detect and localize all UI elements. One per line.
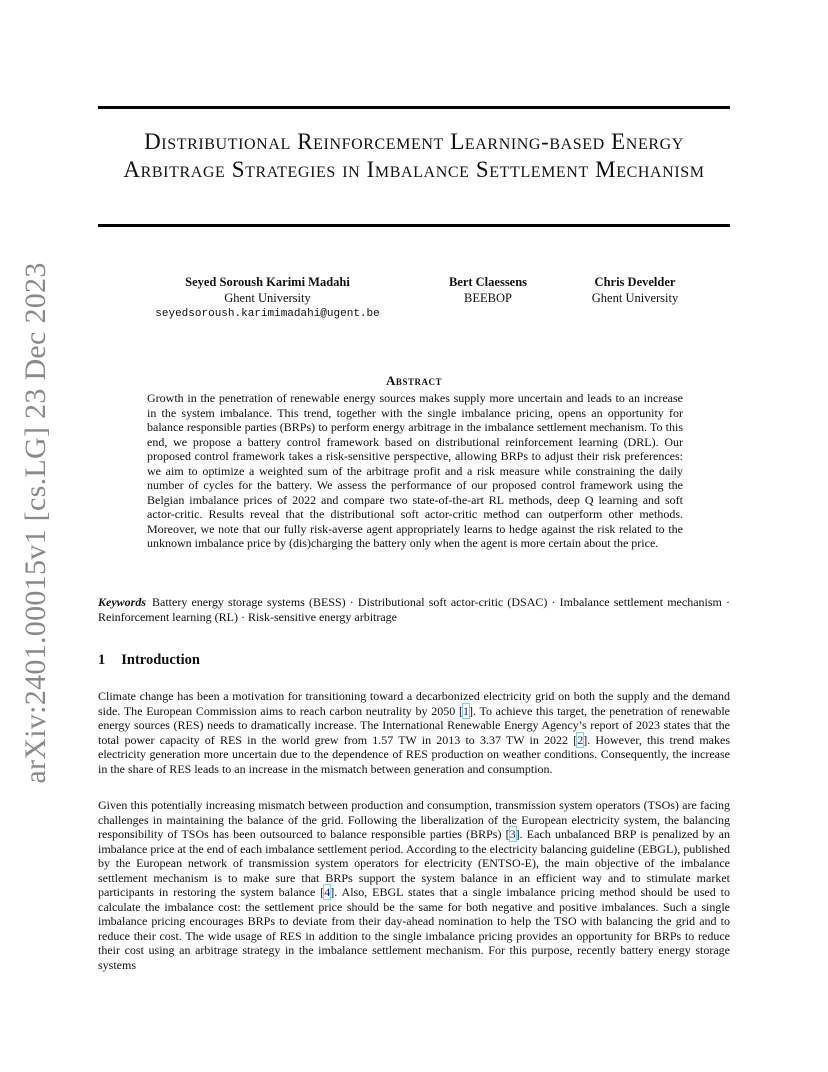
- intro-text: Given this potentially increasing mismatch between production and consumption, transmission system operators (TSOs) are facing challenges in maintaining the balance of the grid. Following the liberalization of the European electricity system, the balancing responsibility of TSOs has been outsourced to balance responsible parties (BRPs): [98, 798, 730, 841]
- citation-link[interactable]: [459, 704, 473, 718]
- citation-link[interactable]: [506, 827, 520, 841]
- author-block: [580, 274, 690, 306]
- intro-text: . Also, EBGL states that a single imbalance pricing method should be used to calculate the imbalance cost: the settlement price should be the same for both negative and positive imbalances. Such a single imbalance pricing encourages BRPs to deviate from their day-ahead nomination to help the TSO with balancing the grid and to reduce their cost. The wide usage of RES in addition to the single imbalance pricing provides an opportunity for BRPs to reduce their cost using an arbitrage strategy in the imbalance settlement mechanism. For this purpose, recently battery energy storage systems: [98, 885, 730, 972]
- author-block: [140, 274, 395, 322]
- author-email[interactable]: seyedsoroush.karimimadahi@ugent.be: [155, 308, 380, 320]
- intro-paragraph-1: [98, 689, 730, 776]
- author-name: Seyed Soroush Karimi Madahi: [185, 275, 350, 289]
- citation-number[interactable]: 1: [462, 703, 469, 718]
- section-number: 1: [98, 652, 106, 668]
- arxiv-identifier: [16, 261, 56, 784]
- author-affiliation: Ghent University: [591, 291, 679, 305]
- citation-link[interactable]: [320, 885, 334, 899]
- intro-text: . Each unbalanced BRP is penalized by an imbalance price at the end of each imbalance settlement period. According to the electricity balancing guideline (EBGL), published by the European network of transmission system operators for electricity (ENTSO-E), the main objective of the imbalance settlement mechanism is to make sure that BRPs support the system balance in an efficient way and to stimulate market participants in restoring the system balance: [98, 827, 730, 899]
- abstract-heading: Abstract: [386, 373, 442, 388]
- section-title: Introduction: [121, 652, 200, 668]
- arxiv-identifier-text: arXiv:2401.00015v1 [cs.LG] 23 Dec 2023: [19, 261, 52, 784]
- author-affiliation: Ghent University: [224, 291, 311, 305]
- title-top-rule: [98, 106, 730, 109]
- intro-paragraph-2: [98, 798, 730, 972]
- citation-number[interactable]: 3: [509, 827, 516, 841]
- paper-title: Distributional Reinforcement Learning-based Energy Arbitrage Strategies in Imbalance Settlement Mechanism: [123, 129, 705, 182]
- intro-text: . To achieve this target, the penetration of renewable energy sources (RES) needs to dramatically increase. The International Renewable Energy Agency’s report of 2023 states that the total power capacity of RES in the world grew from 1.57 TW in 2013 to 3.37 TW in 2022: [98, 703, 730, 747]
- keywords-text: Battery energy storage systems (BESS) · Distributional soft actor-critic (DSAC) · Imbalance settlement mechanism · Reinforcement learning (RL) · Risk-sensitive energy arbitrage: [98, 595, 730, 624]
- title-bottom-rule: [98, 224, 730, 227]
- author-block: [428, 274, 548, 306]
- citation-link[interactable]: [573, 733, 587, 747]
- section-heading: [98, 652, 200, 669]
- keywords: [98, 595, 730, 624]
- citation-number[interactable]: 4: [324, 885, 331, 899]
- intro-text: . However, this trend makes electricity generation more uncertain due to the dependence of RES production on weather conditions. Consequently, the increase in the share of RES leads to an increase in the mismatch between generation and consumption.: [98, 732, 730, 776]
- author-name: Chris Develder: [594, 275, 676, 289]
- abstract-text: Growth in the penetration of renewable energy sources makes supply more uncertain and leads to an increase in the system imbalance. This trend, together with the single imbalance pricing, opens an opportunity for balance responsible parties (BRPs) to perform energy arbitrage in the imbalance settlement mechanism. To this end, we propose a battery control framework based on distributional reinforcement learning (DRL). Our proposed control framework takes a risk-sensitive perspective, allowing BRPs to adjust their risk preferences: we aim to optimize a weighted sum of the arbitrage profit and a risk measure while constraining the daily number of cycles for the battery. We assess the performance of our proposed control framework using the Belgian imbalance prices of 2022 and compare two state-of-the-art RL methods, deep Q learning and soft actor-critic. Results reveal that the distributional soft actor-critic method can outperform other methods. Moreover, we note that our fully risk-averse agent appropriately learns to hedge against the risk related to the unknown imbalance price by (dis)charging the battery only when the agent is more certain about the price.: [147, 391, 683, 550]
- author-name: Bert Claessens: [448, 275, 528, 289]
- author-affiliation: BEEBOP: [464, 291, 512, 305]
- keywords-label: Keywords: [98, 595, 146, 609]
- intro-text: Climate change has been a motivation for transitioning toward a decarbonized electricity grid on both the supply and the demand side. The European Commission aims to reach carbon neutrality by 2050: [98, 689, 730, 718]
- citation-number[interactable]: 2: [577, 732, 584, 747]
